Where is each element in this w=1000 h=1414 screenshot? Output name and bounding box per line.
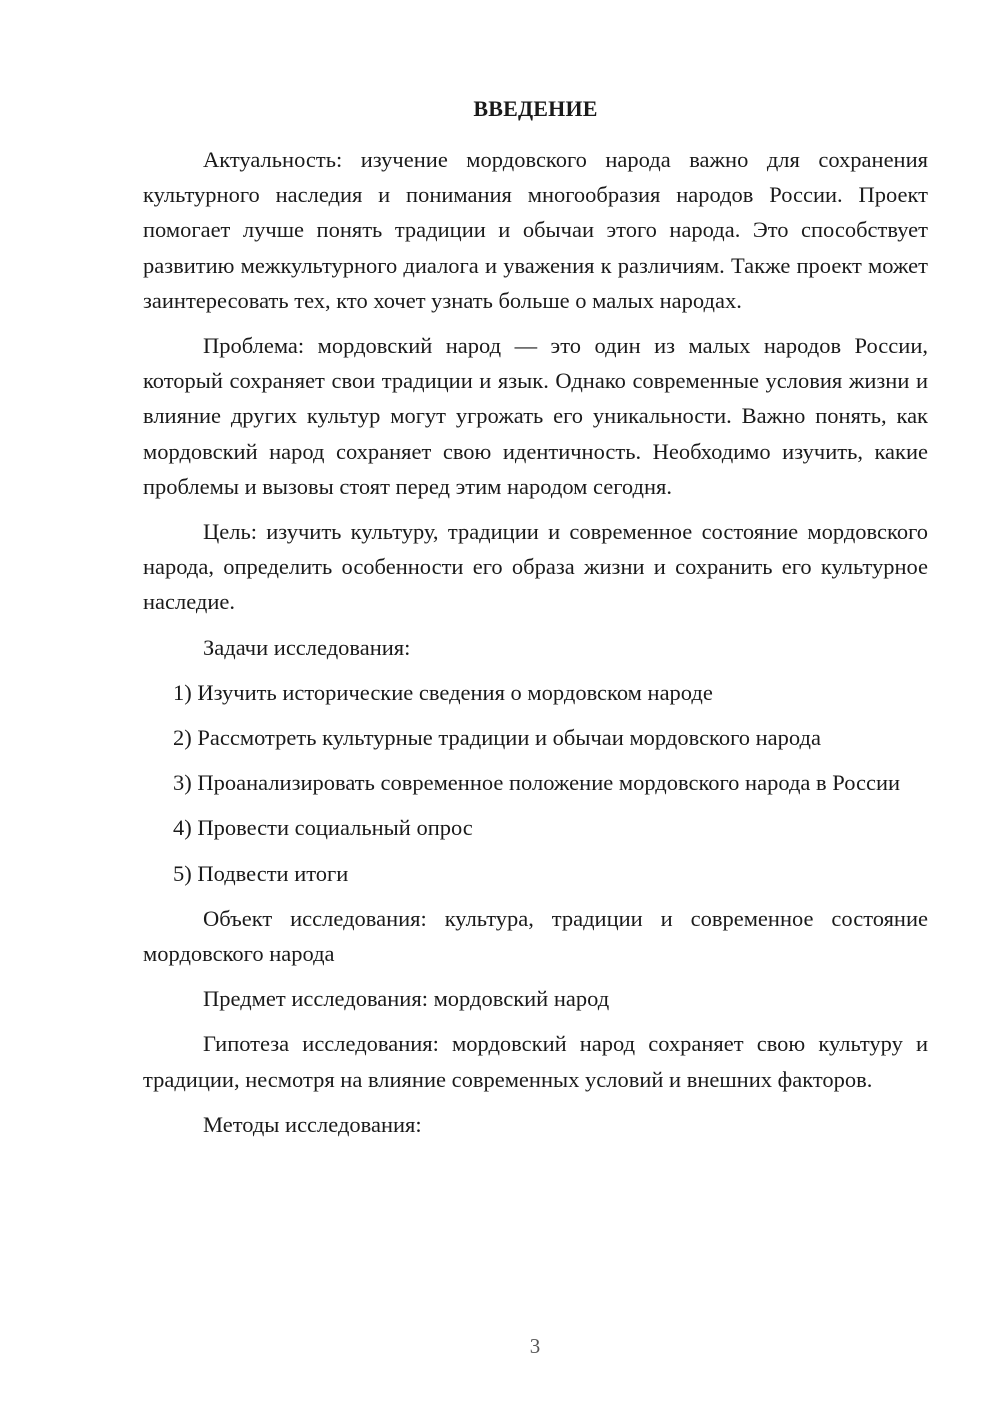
subject-paragraph: Предмет исследования: мордовский народ <box>203 986 610 1012</box>
tasks-heading: Задачи исследования: <box>203 634 411 660</box>
relevance-paragraph: Актуальность: изучение мордовского народа важно для сохранения культурного наследия и понимания многообразия народов России. Проект помогает лучше понять традиции и обычаи этого народа. Это способствует развитию межкультурного диалога и уважения к различиям. Также проект может заинтересовать тех, кто хочет узнать больше о малых народах. <box>143 147 928 313</box>
goal-paragraph: Цель: изучить культуру, традиции и современное состояние мордовского народа, определить особенности его образа жизни и сохранить его культурное наследие. <box>143 519 928 615</box>
task-item-3: 3) Проанализировать современное положение мордовского народа в России <box>173 770 901 796</box>
task-item-2: 2) Рассмотреть культурные традиции и обычаи мордовского народа <box>173 725 821 751</box>
task-item-1: 1) Изучить исторические сведения о мордовском народе <box>173 679 713 705</box>
task-item-4: 4) Провести социальный опрос <box>173 815 473 841</box>
page-title: ВВЕДЕНИЕ <box>473 96 598 121</box>
document-body <box>143 142 928 1152</box>
object-paragraph: Объект исследования: культура, традиции и современное состояние мордовского народа <box>143 905 928 967</box>
methods-heading: Методы исследования: <box>203 1111 422 1137</box>
page-number: 3 <box>529 1334 541 1358</box>
task-item-5: 5) Подвести итоги <box>173 860 349 886</box>
problem-paragraph: Проблема: мордовский народ — это один из малых народов России, который сохраняет свои традиции и язык. Однако современные условия жизни и влияние других культур могут угрожать его уникальности. Важно понять, как мордовский народ сохраняет свою идентичность. Необходимо изучить, какие проблемы и вызовы стоят перед этим народом сегодня. <box>143 333 928 499</box>
hypothesis-paragraph: Гипотеза исследования: мордовский народ сохраняет свою культуру и традиции, несмотря на влияние современных условий и внешних факторов. <box>143 1031 928 1092</box>
